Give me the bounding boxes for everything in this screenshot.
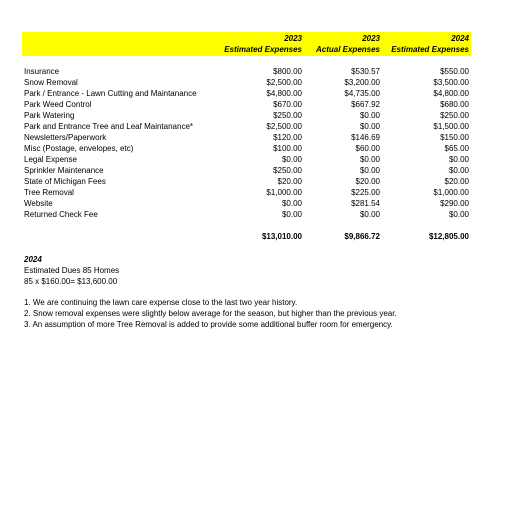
row-label: Sprinkler Maintenance: [24, 166, 104, 175]
row-est2024: $550.00: [440, 67, 469, 76]
row-act2023: $0.00: [359, 155, 380, 164]
row-act2023: $0.00: [359, 210, 380, 219]
row-est2024: $0.00: [448, 166, 469, 175]
row-est2023: $250.00: [273, 166, 302, 175]
total-est2023: $13,010.00: [261, 232, 302, 241]
row-act2023: $225.00: [351, 188, 380, 197]
row-est2023: $4,800.00: [266, 89, 302, 98]
table-row: [0, 99, 519, 110]
row-label: Park Watering: [24, 111, 75, 120]
table-row: [0, 132, 519, 143]
row-est2024: $20.00: [444, 177, 469, 186]
row-est2023: $670.00: [273, 100, 302, 109]
row-est2023: $2,500.00: [266, 78, 302, 87]
col-act2023-year: 2023: [362, 34, 380, 43]
dues-line-2: 85 x $160.00= $13,600.00: [24, 277, 118, 286]
row-est2024: $4,800.00: [433, 89, 469, 98]
row-label: Tree Removal: [24, 188, 74, 197]
row-est2024: $0.00: [448, 210, 469, 219]
row-label: Returned Check Fee: [24, 210, 98, 219]
row-est2024: $3,500.00: [433, 78, 469, 87]
row-label: Snow Removal: [24, 78, 78, 87]
row-est2024: $150.00: [440, 133, 469, 142]
col-act2023-label: Actual Expenses: [315, 45, 380, 54]
row-act2023: $281.54: [351, 199, 380, 208]
table-row: [0, 176, 519, 187]
row-est2023: $250.00: [273, 111, 302, 120]
col-est2023-year: 2023: [284, 34, 302, 43]
table-row: [0, 66, 519, 77]
col-est2024-year: 2024: [451, 34, 469, 43]
note-1: 1. We are continuing the lawn care expense close to the last two year history.: [24, 298, 298, 307]
row-act2023: $3,200.00: [344, 78, 380, 87]
row-label: Park and Entrance Tree and Leaf Maintanance*: [24, 122, 193, 131]
row-est2024: $1,500.00: [433, 122, 469, 131]
row-est2024: $1,000.00: [433, 188, 469, 197]
table-row: [0, 154, 519, 165]
total-act2023: $9,866.72: [344, 232, 380, 241]
table-row: [0, 88, 519, 99]
row-act2023: $60.00: [355, 144, 380, 153]
row-act2023: $0.00: [359, 111, 380, 120]
table-row: [0, 198, 519, 209]
row-est2023: $0.00: [281, 155, 302, 164]
row-est2023: $120.00: [273, 133, 302, 142]
note-2: 2. Snow removal expenses were slightly below average for the season, but higher than the previous year.: [24, 309, 397, 318]
row-label: Legal Expense: [24, 155, 77, 164]
row-est2023: $0.00: [281, 210, 302, 219]
row-label: Park / Entrance - Lawn Cutting and Maintanance: [24, 89, 197, 98]
row-label: Insurance: [24, 67, 60, 76]
row-label: Park Weed Control: [24, 100, 92, 109]
dues-line-1: Estimated Dues 85 Homes: [24, 266, 120, 275]
note-3: 3. An assumption of more Tree Removal is added to provide some additional buffer room for emergency.: [24, 320, 393, 329]
row-label: Newsletters/Paperwork: [24, 133, 107, 142]
row-est2024: $0.00: [448, 155, 469, 164]
row-est2023: $0.00: [281, 199, 302, 208]
table-row: [0, 110, 519, 121]
dues-year: 2024: [24, 255, 42, 264]
table-row: [0, 165, 519, 176]
col-est2023-label: Estimated Expenses: [224, 45, 302, 54]
row-est2024: $250.00: [440, 111, 469, 120]
col-est2024-label: Estimated Expenses: [391, 45, 469, 54]
table-row: [0, 209, 519, 220]
total-est2024: $12,805.00: [428, 232, 469, 241]
row-est2024: $290.00: [440, 199, 469, 208]
row-act2023: $146.69: [351, 133, 380, 142]
row-est2023: $20.00: [277, 177, 302, 186]
table-row: [0, 187, 519, 198]
row-label: Misc (Postage, envelopes, etc): [24, 144, 134, 153]
row-act2023: $530.57: [351, 67, 380, 76]
row-est2023: $100.00: [273, 144, 302, 153]
row-est2023: $800.00: [273, 67, 302, 76]
table-row: [0, 77, 519, 88]
table-row: [0, 143, 519, 154]
row-est2023: $1,000.00: [266, 188, 302, 197]
totals-row: [0, 231, 519, 242]
row-label: State of Michigan Fees: [24, 177, 106, 186]
row-act2023: $0.00: [359, 122, 380, 131]
row-act2023: $4,735.00: [344, 89, 380, 98]
row-act2023: $0.00: [359, 166, 380, 175]
table-row: [0, 121, 519, 132]
row-est2023: $2,500.00: [266, 122, 302, 131]
row-act2023: $20.00: [355, 177, 380, 186]
row-est2024: $680.00: [440, 100, 469, 109]
row-est2024: $65.00: [444, 144, 469, 153]
row-act2023: $667.92: [351, 100, 380, 109]
row-label: Website: [24, 199, 53, 208]
